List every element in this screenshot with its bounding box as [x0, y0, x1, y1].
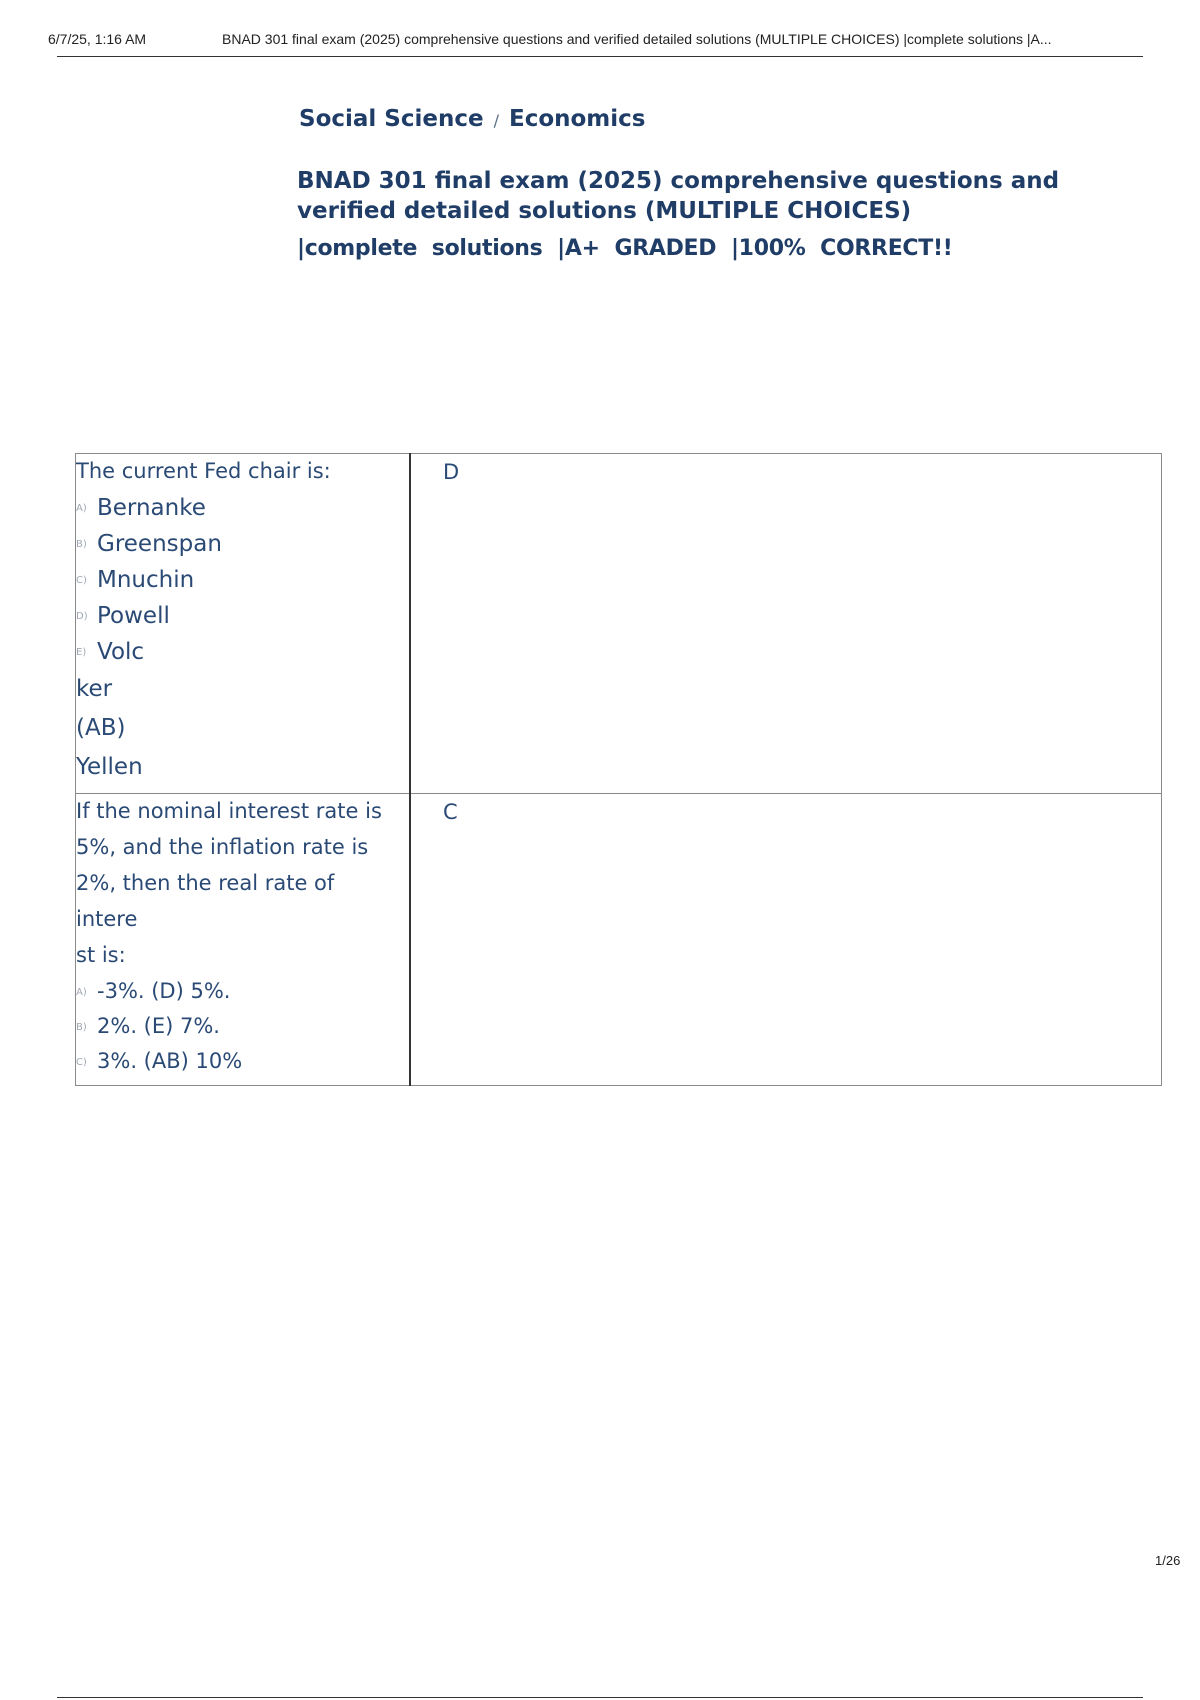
- option-fragment: Yellen: [76, 754, 143, 780]
- question-cell: [76, 794, 411, 1086]
- option-text: 3%. (AB) 10%: [97, 1049, 243, 1073]
- print-header: [0, 0, 1200, 60]
- page-number: 1/26: [1155, 1553, 1181, 1568]
- option-fragment: (AB): [76, 715, 126, 741]
- question-line: st is:: [76, 943, 126, 967]
- question-line: intere: [76, 907, 138, 931]
- option-letter: C): [76, 574, 87, 586]
- question-line: 2%, then the real rate of: [76, 871, 335, 895]
- option-item: [76, 490, 409, 526]
- question-cell: [76, 454, 411, 794]
- option-text: Powell: [97, 603, 170, 629]
- option-item: [76, 598, 409, 634]
- option-text: Volc: [97, 639, 145, 665]
- header-divider: [57, 56, 1143, 57]
- option-item: [76, 562, 409, 598]
- print-page-title: BNAD 301 final exam (2025) comprehensive questions and verified detailed solutions (MULTIPLE CHOICES) |complete solutions |A...: [222, 31, 1052, 47]
- option-text: 2%. (E) 7%.: [97, 1014, 220, 1038]
- print-datetime: 6/7/25, 1:16 AM: [48, 31, 147, 47]
- answer-cell: [410, 794, 1162, 1086]
- breadcrumb-subcategory[interactable]: Economics: [508, 106, 646, 132]
- option-text: Greenspan: [97, 531, 222, 557]
- option-item: [76, 974, 409, 1009]
- answer-text: C: [443, 800, 458, 824]
- option-text: Bernanke: [97, 495, 206, 521]
- option-letter: A): [76, 502, 87, 514]
- option-text: -3%. (D) 5%.: [97, 979, 231, 1003]
- option-letter: B): [76, 1021, 87, 1033]
- breadcrumb-category[interactable]: Social Science: [299, 106, 484, 132]
- option-item: [76, 1009, 409, 1044]
- option-fragment: ker: [76, 676, 113, 702]
- option-item: [76, 634, 409, 670]
- document-subtitle: |complete solutions |A+ GRADED |100% CORRECT!!: [297, 236, 953, 261]
- option-text: Mnuchin: [97, 567, 195, 593]
- option-item: [76, 1044, 409, 1079]
- option-letter: C): [76, 1056, 87, 1068]
- answer-cell: [410, 454, 1162, 794]
- question-line: If the nominal interest rate is: [76, 799, 382, 823]
- question-text: The current Fed chair is:: [76, 459, 331, 483]
- option-letter: A): [76, 986, 87, 998]
- option-letter: E): [76, 646, 87, 658]
- breadcrumb-separator: /: [493, 111, 499, 130]
- question-line: 5%, and the inflation rate is: [76, 835, 369, 859]
- answer-text: D: [443, 460, 460, 484]
- table-row: [76, 794, 1162, 1086]
- option-item: [76, 526, 409, 562]
- document-title: BNAD 301 final exam (2025) comprehensive questions and verified detailed solutions (MULTIPLE CHOICES): [297, 168, 1060, 224]
- breadcrumb: [299, 106, 645, 132]
- option-letter: B): [76, 538, 87, 550]
- questions-table: [75, 453, 1162, 1086]
- option-letter: D): [76, 610, 88, 622]
- footer-divider: [57, 1697, 1143, 1698]
- table-row: [76, 454, 1162, 794]
